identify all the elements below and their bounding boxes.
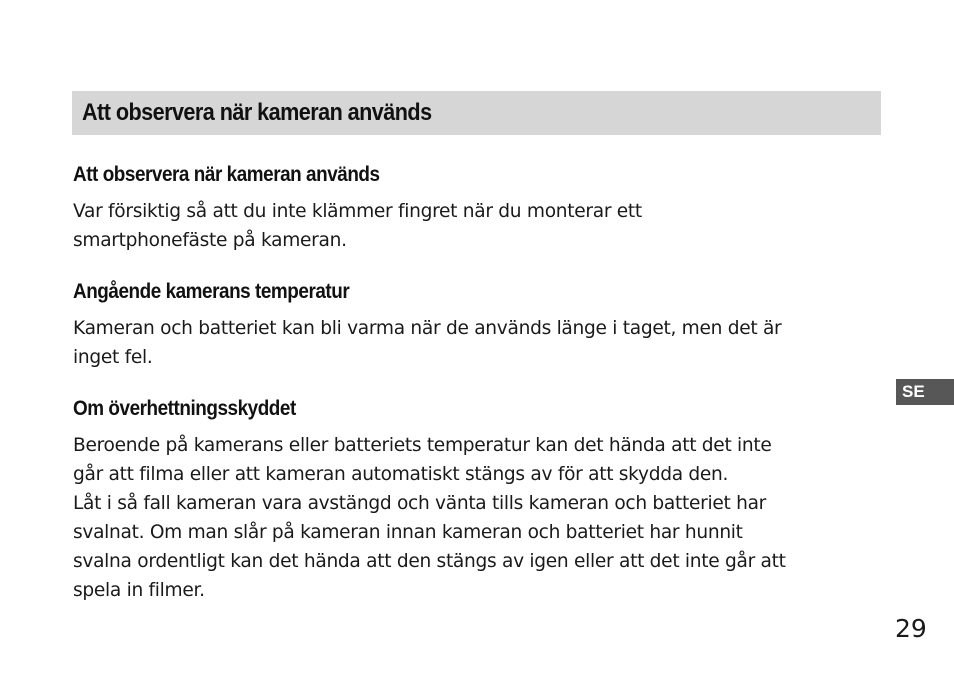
body-line: inget fel.: [73, 347, 153, 368]
body-line: Låt i så fall kameran vara avstängd och vänta tills kameran och batteriet har: [73, 493, 767, 514]
section-body-usage: [73, 197, 883, 255]
body-line: svalnat. Om man slår på kameran innan kameran och batteriet har hunnit: [73, 522, 743, 543]
body-line: Beroende på kamerans eller batteriets temperatur kan det hända att det inte: [73, 435, 772, 456]
page-number: 29: [895, 614, 927, 643]
section-body-temperature: [73, 314, 883, 372]
body-line: Var försiktig så att du inte klämmer fingret när du monterar ett: [73, 201, 642, 222]
section-heading-temperature: Angående kamerans temperatur: [73, 280, 350, 303]
section-body-overheating: [73, 431, 883, 605]
section-heading-overheating: Om överhettningsskyddet: [73, 397, 296, 420]
body-line: Kameran och batteriet kan bli varma när de används länge i taget, men det är: [73, 318, 782, 339]
section-heading-usage: Att observera när kameran används: [73, 163, 380, 186]
body-line: spela in filmer.: [73, 580, 205, 601]
language-tab: SE: [896, 379, 954, 405]
page-title: Att observera när kameran används: [82, 99, 432, 126]
page-title-bar: [72, 91, 881, 135]
body-line: svalna ordentligt kan det hända att den stängs av igen eller att det inte går att: [73, 551, 786, 572]
body-line: smartphonefäste på kameran.: [73, 230, 347, 251]
body-line: går att filma eller att kameran automatiskt stängs av för att skydda den.: [73, 464, 729, 485]
